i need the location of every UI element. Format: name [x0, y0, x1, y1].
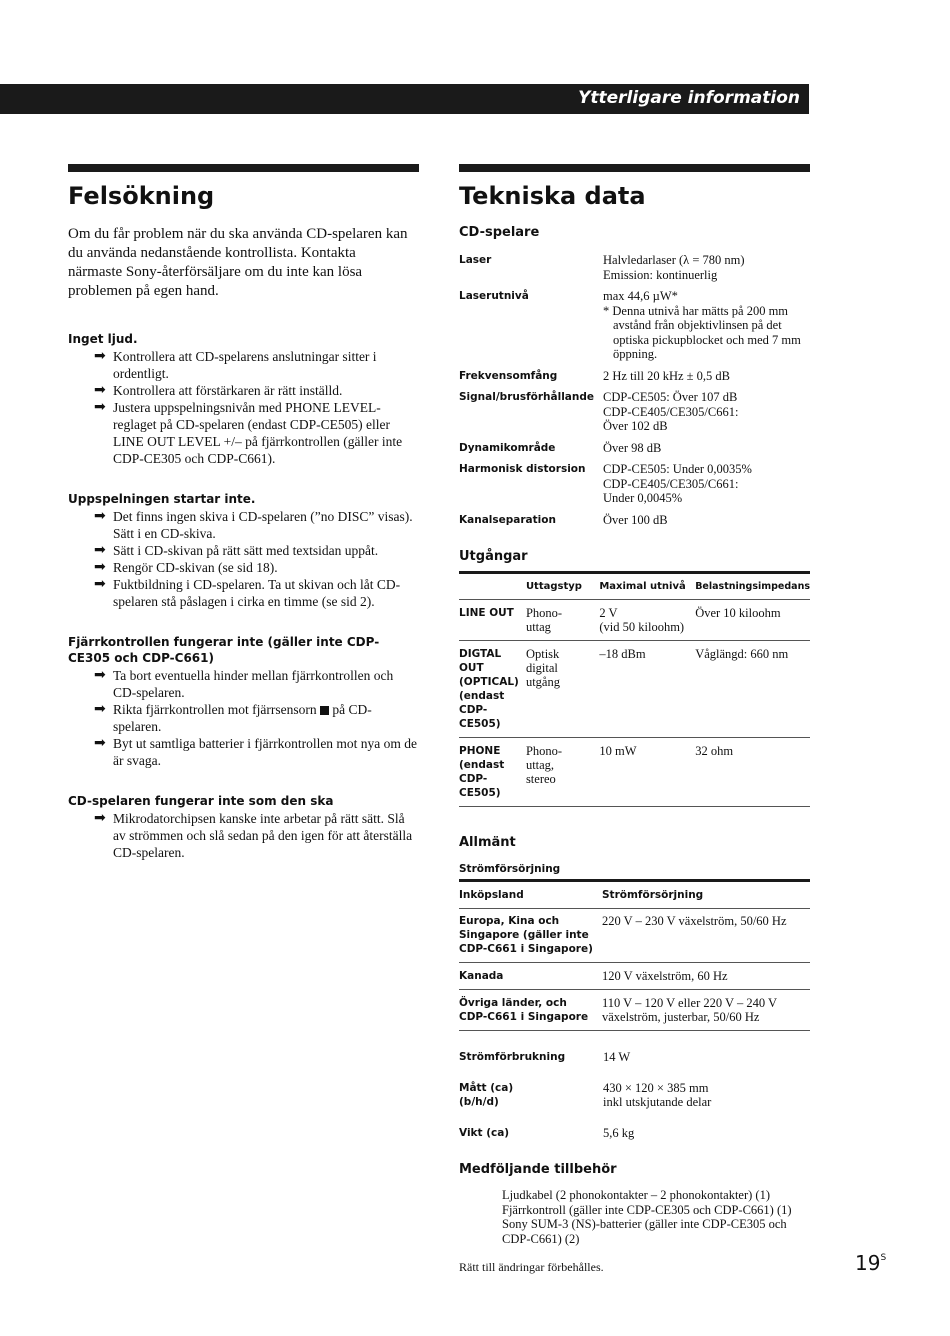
arrow-icon: ➡ [94, 399, 106, 415]
spec-row-consumption: Strömförbrukning 14 W [459, 1050, 631, 1064]
page-number: $19^S$ [855, 1251, 887, 1275]
table-header-row: Inköpsland Strömförsörjning [459, 881, 810, 909]
trouble-group [68, 491, 419, 610]
spec-row-dimensions: Mått (ca) (b/h/d) 430 × 120 × 385 mm inkl utskjutande delar [459, 1080, 712, 1109]
troubleshooting-intro: Om du får problem när du ska använda CD-spelaren kan du använda nedanstående kontrollista. Kontakta närmaste Sony-återförsäljare om du inte kan lösa problemen på egen hand. [68, 226, 408, 299]
arrow-icon: ➡ [94, 542, 106, 558]
spec-row-frequency: Frekvensomfång 2 Hz till 20 kHz ± 0,5 dB [459, 368, 730, 383]
trouble-heading: Inget ljud. [68, 332, 138, 346]
list-item: Sony SUM-3 (NS)-batterier (gäller inte CDP-CE305 och CDP-C661) (2) [502, 1217, 787, 1246]
table-header-row: Uttagstyp Maximal utnivå Belastningsimpedans [459, 573, 810, 600]
arrow-icon: ➡ [94, 810, 106, 826]
table-row: Övriga länder, och CDP-C661 i Singapore 110 V – 120 V eller 220 V – 240 V växelström, justerbar, 50/60 Hz [459, 990, 810, 1031]
trouble-group [68, 793, 419, 861]
spec-row-snr: Signal/brusförhållande CDP-CE505: Över 107 dB CDP-CE405/CE305/C661: Över 102 dB [459, 390, 739, 433]
specs-section [459, 164, 810, 1275]
accessories-list [502, 1188, 807, 1246]
list-item: Ljudkabel (2 phonokontakter – 2 phonokontakter) (1) [502, 1188, 770, 1202]
trouble-item: ➡ Justera uppspelningsnivån med PHONE LEVEL-reglaget på CD-spelaren (endast CDP-CE505) eller LINE OUT LEVEL +/– på fjärrkontrollen (gäller inte CDP-CE305 och CDP-C661). [94, 399, 403, 466]
trouble-group [68, 331, 419, 467]
arrow-icon: ➡ [94, 382, 106, 398]
remote-sensor-icon [320, 706, 329, 715]
outputs-heading: Utgångar [459, 549, 528, 564]
arrow-icon: ➡ [94, 559, 106, 575]
footer-note: Rätt till ändringar förbehålles. [459, 1260, 604, 1274]
trouble-heading: Fjärrkontrollen fungerar inte (gäller inte CDP-CE305 och CDP-C661) [68, 635, 380, 665]
trouble-item: ➡ Byt ut samtliga batterier i fjärrkontrollen mot nya om de är svaga. [94, 735, 418, 768]
trouble-item: ➡ Rengör CD-skivan (se sid 18). [94, 559, 278, 575]
arrow-icon: ➡ [94, 735, 106, 751]
table-row: PHONE (endast CDP-CE505) Phono- uttag, stereo 10 mW 32 ohm [459, 738, 810, 807]
section-header-band [0, 84, 809, 114]
list-item: Fjärrkontroll (gäller inte CDP-CE305 och CDP-C661) (1) [502, 1202, 792, 1217]
section-rule [68, 164, 419, 172]
spec-row-laser-output: Laserutnivå max 44,6 µW* * Denna utnivå har mätts på 200 mm avstånd från objektivlinsen på det optiska pickupblocket och med 7 mm öppning. [459, 289, 810, 362]
spec-row-weight: Vikt (ca) 5,6 kg [459, 1125, 635, 1140]
arrow-icon: ➡ [94, 701, 106, 717]
trouble-group [68, 634, 419, 769]
troubleshooting-section [68, 164, 419, 861]
section-header-title: Ytterligare information [578, 88, 800, 108]
arrow-icon: ➡ [94, 508, 106, 524]
trouble-item: ➡ Sätt i CD-skivan på rätt sätt med textsidan uppåt. [94, 542, 379, 558]
power-supply-table [459, 879, 810, 1031]
spec-row-channel-separation: Kanalseparation Över 100 dB [459, 512, 668, 527]
trouble-item: ➡ Kontrollera att CD-spelarens anslutningar sitter i ordentligt. [94, 348, 377, 381]
spec-row-dynamic-range: Dynamikområde Över 98 dB [459, 440, 662, 455]
trouble-item: ➡ Fuktbildning i CD-spelaren. Ta ut skivan och låt CD-spelaren stå påslagen i cirka en timme (se sid 2). [94, 576, 401, 609]
trouble-item: ➡ Ta bort eventuella hinder mellan fjärrkontrollen och CD-spelaren. [94, 667, 394, 700]
page-suffix: S [880, 1253, 887, 1263]
spec-row-laser: Laser Halvledarlaser (λ = 780 nm) Emission: kontinuerlig [459, 253, 745, 282]
outputs-table [459, 571, 810, 807]
trouble-item: ➡ Rikta fjärrkontrollen mot fjärrsensorn på CD-spelaren. [94, 701, 372, 734]
trouble-heading: CD-spelaren fungerar inte som den ska [68, 794, 334, 808]
footnote: * Denna utnivå har mätts på 200 mm avstånd från objektivlinsen på det optiska pickupblocket och med 7 mm öppning. [603, 303, 801, 361]
general-heading: Allmänt [459, 835, 516, 850]
trouble-heading: Uppspelningen startar inte. [68, 492, 256, 506]
table-row: DIGTAL OUT (OPTICAL) (endast CDP-CE505) Optisk digital utgång –18 dBm Våglängd: 660 nm [459, 641, 810, 738]
trouble-item: ➡ Mikrodatorchipsen kanske inte arbetar på rätt sätt. Slå av strömmen och slå sedan på den igen för att återställa CD-spelaren. [94, 810, 413, 860]
spec-row-distortion: Harmonisk distorsion CDP-CE505: Under 0,0035% CDP-CE405/CE305/C661: Under 0,0045% [459, 462, 752, 505]
table-row: Europa, Kina och Singapore (gäller inte CDP-C661 i Singapore) 220 V – 230 V växelström, 50/60 Hz [459, 909, 810, 963]
trouble-item: ➡ Det finns ingen skiva i CD-spelaren (”no DISC” visas). Sätt i en CD-skiva. [94, 508, 413, 541]
accessories-heading: Medföljande tillbehör [459, 1162, 617, 1177]
cd-player-heading: CD-spelare [459, 225, 540, 240]
table-row: LINE OUT Phono- uttag 2 V (vid 50 kiloohm) Över 10 kiloohm [459, 600, 810, 641]
arrow-icon: ➡ [94, 667, 106, 683]
specs-title: Tekniska data [459, 182, 646, 210]
table-row: Kanada 120 V växelström, 60 Hz [459, 963, 810, 990]
troubleshooting-title: Felsökning [68, 182, 215, 210]
power-supply-heading: Strömförsörjning [459, 863, 561, 875]
arrow-icon: ➡ [94, 576, 106, 592]
trouble-item: ➡ Kontrollera att förstärkaren är rätt inställd. [94, 382, 343, 398]
arrow-icon: ➡ [94, 348, 106, 364]
section-rule [459, 164, 810, 172]
